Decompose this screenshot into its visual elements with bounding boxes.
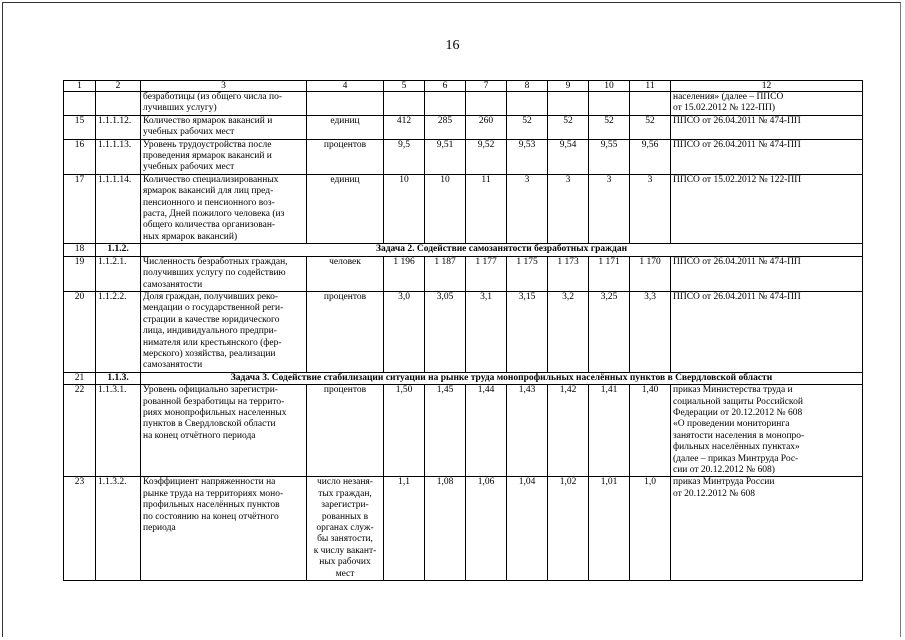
value-cell: 9,54 (548, 139, 589, 174)
page-number: 16 (445, 38, 460, 53)
value-cell: 1,02 (548, 477, 589, 581)
unit: единиц (307, 174, 384, 243)
unit: число незаня- тых граждан, зарегистри- рованных в органах служ- бы занятости, к числу вакант- ных рабочих мест (307, 477, 384, 581)
value-cell: 3,3 (630, 291, 671, 372)
value-cell: 1,08 (425, 477, 466, 581)
task-code: 1.1.2. (96, 244, 141, 256)
col-number-6: 6 (425, 81, 466, 92)
unit (307, 92, 384, 116)
value-cell: 3 (630, 174, 671, 243)
table-row (64, 139, 863, 174)
indicator-name: Доля граждан, получивших реко- мендации о государственной реги- страции в качестве юридического лица, индивидуального предпри- нимателя или крестьянского (фер- мерского) хозяйства, реализации самозанятости (141, 291, 307, 372)
value-cell: 9,56 (630, 139, 671, 174)
unit: процентов (307, 385, 384, 477)
source-text: населения» (далее – ППСО от 15.02.2012 № 122-ПП) (673, 92, 784, 114)
value-cell: 1,44 (466, 385, 507, 477)
table-row (64, 174, 863, 243)
col-number-7: 7 (466, 81, 507, 92)
value-cell: 1,06 (466, 477, 507, 581)
col-number-10: 10 (589, 81, 630, 92)
value-cell: 1 171 (589, 256, 630, 291)
row-code: 1.1.2.2. (96, 291, 141, 372)
unit: процентов (307, 139, 384, 174)
value-cell: 1 196 (384, 256, 425, 291)
value-cell: 3 (548, 174, 589, 243)
indicator-name: Количество специализированных ярмарок вакансий для лиц пред- пенсионного и пенсионного воз- раста, Дней пожилого человека (из общего количества организован- ных ярмарок вакансий) (141, 174, 307, 243)
task-title: Задача 2. Содействие самозанятости безработных граждан (141, 244, 863, 256)
value-cell: 1 175 (507, 256, 548, 291)
unit: человек (307, 256, 384, 291)
indicator-name: Уровень трудоустройства после проведения ярмарок вакансий и учебных рабочих мест (141, 139, 307, 174)
task-row (64, 244, 863, 256)
indicator-name: Количество ярмарок вакансий и учебных рабочих мест (141, 115, 307, 139)
value-2015 (425, 92, 466, 116)
col-number-12: 12 (671, 81, 863, 92)
value-cell: 3 (589, 174, 630, 243)
source: ППСО от 26.04.2011 № 474-ПП (671, 139, 863, 174)
value-cell: 10 (425, 174, 466, 243)
value-cell: 9,52 (466, 139, 507, 174)
value-cell: 1,40 (630, 385, 671, 477)
row-code: 1.1.1.14. (96, 174, 141, 243)
value-cell: 10 (384, 174, 425, 243)
value-cell: 3,25 (589, 291, 630, 372)
row-number: 16 (64, 139, 96, 174)
table-row (64, 477, 863, 581)
value-2019 (589, 92, 630, 116)
value-cell: 1,50 (384, 385, 425, 477)
value-cell: 412 (384, 115, 425, 139)
col-number-4: 4 (307, 81, 384, 92)
col-number-1: 1 (64, 81, 96, 92)
row-number: 23 (64, 477, 96, 581)
value-cell: 9,51 (425, 139, 466, 174)
source: ППСО от 26.04.2011 № 474-ПП (671, 256, 863, 291)
value-2020 (630, 92, 671, 116)
indicator-name: Уровень официально зарегистри- рованной безработицы на террито- риях монопрофильных населенных пунктов в Свердловской области на конец отчётного периода (141, 385, 307, 477)
col-number-11: 11 (630, 81, 671, 92)
unit: процентов (307, 291, 384, 372)
row-number: 18 (64, 244, 96, 256)
col-number-8: 8 (507, 81, 548, 92)
task-code: 1.1.3. (96, 372, 141, 384)
value-cell: 1 170 (630, 256, 671, 291)
value-2018 (548, 92, 589, 116)
value-cell: 3,05 (425, 291, 466, 372)
col-number-5: 5 (384, 81, 425, 92)
value-cell: 52 (507, 115, 548, 139)
row-code: 1.1.3.2. (96, 477, 141, 581)
indicator-text: безработицы (из общего числа по- лучивших услугу) (143, 92, 282, 114)
value-cell: 3,0 (384, 291, 425, 372)
row-code: 1.1.2.1. (96, 256, 141, 291)
value-cell: 9,55 (589, 139, 630, 174)
value-cell: 1 173 (548, 256, 589, 291)
row-number: 15 (64, 115, 96, 139)
row-code: 1.1.1.13. (96, 139, 141, 174)
row-code: 1.1.1.12. (96, 115, 141, 139)
table-row (64, 385, 863, 477)
value-cell: 1,1 (384, 477, 425, 581)
row-number: 17 (64, 174, 96, 243)
indicator-name: Численность безработных граждан, получивших услугу по содействию самозанятости (141, 256, 307, 291)
task-row (64, 372, 863, 384)
indicator-name: Коэффициент напряженности на рынке труда на территориях моно- профильных населённых пунктов по состоянию на конец отчётного периода (141, 477, 307, 581)
row-number: 21 (64, 372, 96, 384)
value-cell: 52 (548, 115, 589, 139)
value-cell: 260 (466, 115, 507, 139)
value-cell: 3,1 (466, 291, 507, 372)
row-number (64, 92, 96, 116)
value-cell: 1,42 (548, 385, 589, 477)
indicator-name (141, 92, 307, 116)
row-number: 22 (64, 385, 96, 477)
column-numbers-row (64, 81, 863, 92)
value-cell: 9,53 (507, 139, 548, 174)
indicators-table (63, 80, 863, 581)
col-number-2: 2 (96, 81, 141, 92)
row-number: 19 (64, 256, 96, 291)
table-row (64, 291, 863, 372)
source: приказ Минтруда России от 20.12.2012 № 608 (671, 477, 863, 581)
value-cell: 1 187 (425, 256, 466, 291)
value-2017 (507, 92, 548, 116)
value-cell: 11 (466, 174, 507, 243)
value-cell: 1,45 (425, 385, 466, 477)
value-cell: 52 (589, 115, 630, 139)
value-cell: 52 (630, 115, 671, 139)
value-2014 (384, 92, 425, 116)
col-number-3: 3 (141, 81, 307, 92)
table-row (64, 256, 863, 291)
value-cell: 3,15 (507, 291, 548, 372)
value-cell: 1 177 (466, 256, 507, 291)
row-number: 20 (64, 291, 96, 372)
source: ППСО от 26.04.2011 № 474-ПП (671, 115, 863, 139)
unit: единиц (307, 115, 384, 139)
value-cell: 3 (507, 174, 548, 243)
source (671, 92, 863, 116)
row-code (96, 92, 141, 116)
value-cell: 9,5 (384, 139, 425, 174)
value-2016 (466, 92, 507, 116)
col-number-9: 9 (548, 81, 589, 92)
value-cell: 285 (425, 115, 466, 139)
continuation-row (64, 92, 863, 116)
source: приказ Министерства труда и социальной защиты Российской Федерации от 20.12.2012 № 608 «О проведении мониторинга занятости населения в монопро- фильных населённых пунктах» (далее – приказ Минтруда Рос- сии от 20.12.2012 № 608) (671, 385, 863, 477)
row-code: 1.1.3.1. (96, 385, 141, 477)
value-cell: 1,41 (589, 385, 630, 477)
value-cell: 1,0 (630, 477, 671, 581)
table-row (64, 115, 863, 139)
value-cell: 1,01 (589, 477, 630, 581)
source: ППСО от 15.02.2012 № 122-ПП (671, 174, 863, 243)
value-cell: 3,2 (548, 291, 589, 372)
value-cell: 1,04 (507, 477, 548, 581)
source: ППСО от 26.04.2011 № 474-ПП (671, 291, 863, 372)
task-title: Задача 3. Содействие стабилизации ситуации на рынке труда монопрофильных населённых пунктов в Свердловской области (141, 372, 863, 384)
value-cell: 1,43 (507, 385, 548, 477)
